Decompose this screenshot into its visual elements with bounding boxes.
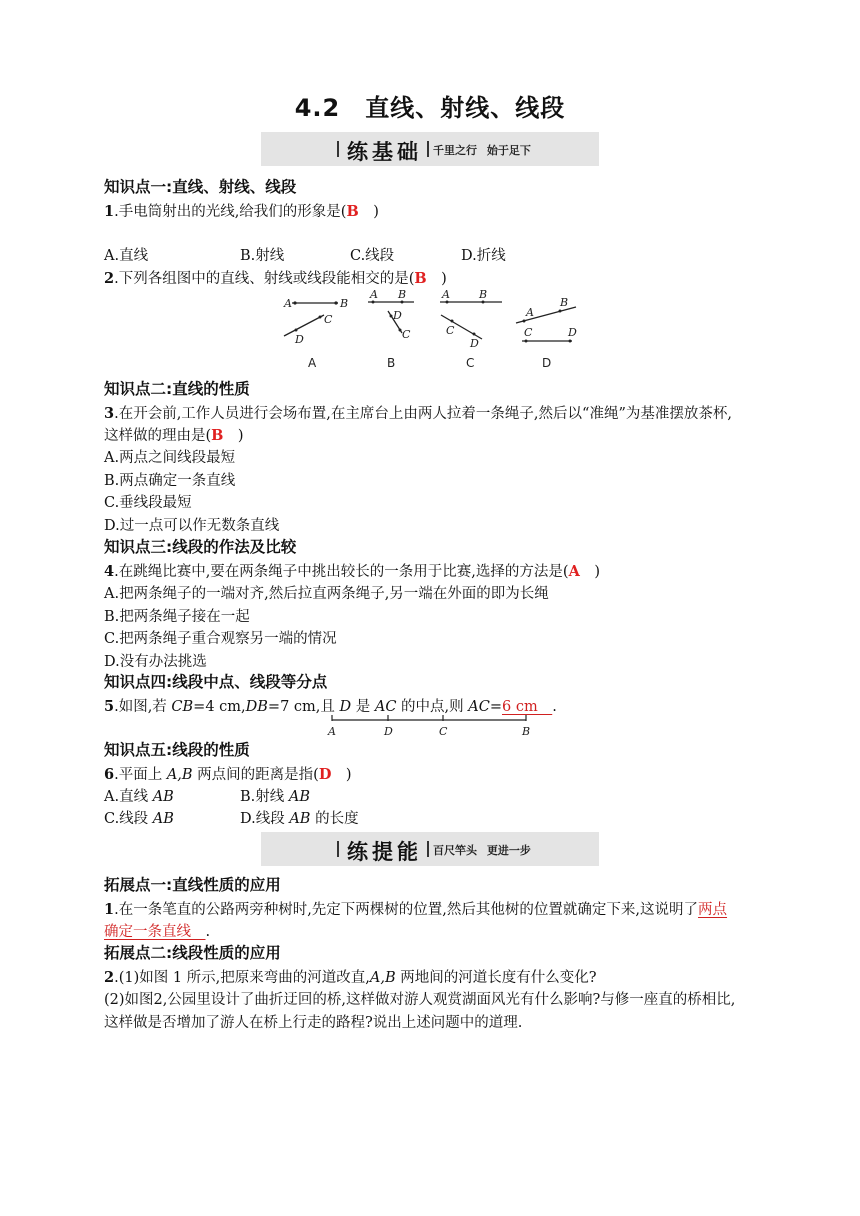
q6-option-c: C.线段 AB [104,811,174,827]
q1-option-d: D.折线 [461,248,506,264]
q5-point-b: B [522,725,531,738]
q2-caption-a: A [308,356,317,370]
section-banner-basic [261,132,599,166]
q2-figure-c [440,288,502,350]
q3-answer: B [211,427,224,444]
e2-q2-line1: 2.(1)如图 1 所示,把原来弯曲的河道改直,A,B 两地间的河道长度有什么变化? [104,969,597,986]
svg-text:D: D [393,309,402,322]
q4-option-c: C.把两条绳子重合观察另一端的情况 [104,631,337,647]
q5-point-d: D [384,725,393,738]
q6-option-d: D.线段 AB 的长度 [240,811,359,827]
svg-text:B: B [560,296,569,309]
banner-divider [427,141,429,157]
svg-text:D: D [470,337,479,350]
q2-figure-a [283,297,348,346]
q5-answer: 6 cm [502,699,553,715]
e2-q2-line2: (2)如图2,公园里设计了曲折迂回的桥,这样做对游人观赏湖面风光有什么影响?与修一座直的桥相比, [104,992,736,1008]
banner-main-label: 练提能 [347,840,422,864]
q5-point-a: A [328,725,336,738]
q1-stem: 1.手电筒射出的光线,给我们的形象是(B ) [104,203,379,220]
banner-divider [427,841,429,857]
e2-q2-line3: 这样做是否增加了游人在桥上行走的路程?说出上述问题中的道理. [104,1015,523,1031]
e1-q1-answer-part1: 两点 [698,902,728,918]
svg-text:A: A [526,306,534,319]
q5-stem: 5.如图,若 CB=4 cm,DB=7 cm,且 D 是 AC 的中点,则 AC=6 cm . [104,698,557,715]
svg-text:D: D [295,333,304,346]
q3-option-b: B.两点确定一条直线 [104,473,236,489]
q6-answer: D [318,766,332,783]
q5-segment-figure [322,712,534,738]
section-banner-advanced [261,832,599,866]
q6-option-a: A.直线 AB [104,789,174,805]
q3-option-c: C.垂线段最短 [104,495,192,511]
e1-q1-line2: 确定一条直线 . [104,924,211,940]
q5-point-c: C [439,725,448,738]
k1-heading: 知识点一:直线、射线、线段 [104,178,297,196]
q3-stem-line2: 这样做的理由是(B ) [104,427,244,444]
q2-answer: B [414,270,427,287]
q2-stem: 2.下列各组图中的直线、射线或线段能相交的是(B ) [104,270,447,287]
e1-q1-line1: 1.在一条笔直的公路两旁种树时,先定下两棵树的位置,然后其他树的位置就确定下来,这说明了两点 [104,901,728,918]
q2-caption-d: D [542,356,552,370]
k4-heading: 知识点四:线段中点、线段等分点 [104,673,328,691]
q3-option-a: A.两点之间线段最短 [104,450,236,466]
svg-text:D: D [568,326,577,339]
q3-stem-line1: 3.在开会前,工作人员进行会场布置,在主席台上由两人拉着一条绳子,然后以“准绳”为基准摆放茶杯, [104,405,732,422]
e2-heading: 拓展点二:线段性质的应用 [104,944,281,962]
q6-stem: 6.平面上 A,B 两点间的距离是指(D ) [104,766,352,783]
q4-option-b: B.把两条绳子接在一起 [104,609,250,625]
q4-stem: 4.在跳绳比赛中,要在两条绳子中挑出较长的一条用于比赛,选择的方法是(A ) [104,563,601,580]
q1-option-a: A.直线 [104,248,149,264]
k2-heading: 知识点二:直线的性质 [104,380,250,398]
svg-text:B: B [340,297,349,310]
q2-figures [276,288,596,374]
q2-caption-b: B [387,356,396,370]
q4-option-a: A.把两条绳子的一端对齐,然后拉直两条绳子,另一端在外面的即为长绳 [104,586,549,602]
k3-heading: 知识点三:线段的作法及比较 [104,538,297,556]
q6-option-b: B.射线 AB [240,789,311,805]
q1-answer: B [346,203,359,220]
page-title: 4.2 直线、射线、线段 [294,94,566,122]
svg-text:B: B [398,288,407,301]
svg-text:C: C [524,326,533,339]
q4-answer: A [568,563,580,580]
q4-option-d: D.没有办法挑选 [104,654,207,670]
q3-option-d: D.过一点可以作无数条直线 [104,518,280,534]
q2-caption-c: C [466,356,475,370]
svg-text:C: C [402,328,411,341]
banner-divider [337,141,339,157]
svg-text:A: A [284,297,292,310]
q2-figure-d [516,296,577,343]
e1-q1-answer-part2: 确定一条直线 [104,924,206,940]
banner-sub-label: 百尺竿头 更进一步 [433,844,531,857]
k5-heading: 知识点五:线段的性质 [104,741,250,759]
e1-heading: 拓展点一:直线性质的应用 [104,876,281,894]
banner-divider [337,841,339,857]
q2-figure-b [368,288,414,341]
banner-sub-label: 千里之行 始于足下 [433,144,531,157]
svg-text:C: C [324,313,333,326]
q1-option-b: B.射线 [240,248,285,264]
banner-main-label: 练基础 [347,140,422,164]
svg-text:A: A [370,288,378,301]
q1-option-c: C.线段 [350,248,395,264]
svg-text:A: A [442,288,450,301]
svg-text:B: B [479,288,488,301]
svg-text:C: C [446,324,455,337]
